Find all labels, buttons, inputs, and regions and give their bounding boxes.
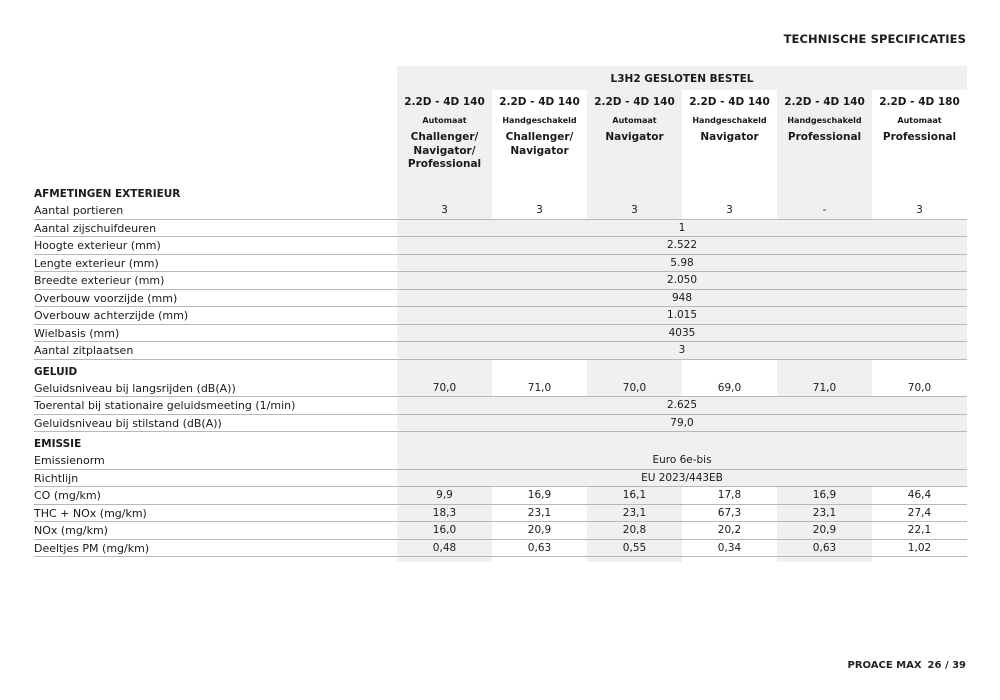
table-row bbox=[34, 202, 967, 220]
row-label: Aantal zijschuifdeuren bbox=[34, 221, 157, 235]
page-number: 26 / 39 bbox=[927, 660, 966, 671]
table-row bbox=[34, 237, 967, 255]
value-cell: 9,9 bbox=[436, 489, 453, 501]
value-cell: 20,9 bbox=[527, 524, 552, 536]
merged-value-cell: EU 2023/443EB bbox=[397, 470, 967, 487]
table-row bbox=[34, 487, 967, 505]
row-label: Overbouw voorzijde (mm) bbox=[34, 291, 178, 305]
merged-value-cell: 4035 bbox=[397, 325, 967, 342]
value-cell: 69,0 bbox=[717, 381, 742, 394]
engine-label: 2.2D - 4D 140 bbox=[499, 96, 580, 108]
table-row bbox=[34, 255, 967, 273]
footer-model: PROACE MAX bbox=[847, 660, 922, 671]
merged-value-cell: 3 bbox=[397, 342, 967, 359]
value-cell: 16,0 bbox=[432, 524, 457, 536]
transmission-label: Automaat bbox=[897, 116, 942, 125]
value-cell: 70,0 bbox=[622, 381, 647, 394]
versions-label: Challenger/ Navigator bbox=[505, 131, 574, 157]
value-cell: 17,8 bbox=[717, 489, 742, 501]
merged-value-cell: 1 bbox=[397, 220, 967, 237]
table-row bbox=[34, 452, 967, 470]
row-label: Wielbasis (mm) bbox=[34, 326, 120, 340]
transmission-label: Handgeschakeld bbox=[502, 116, 577, 125]
engine-label: 2.2D - 4D 140 bbox=[689, 96, 770, 108]
merged-value-cell: Euro 6e-bis bbox=[397, 452, 967, 469]
value-cell: 16,9 bbox=[527, 489, 552, 501]
table-header bbox=[397, 66, 967, 172]
table-row bbox=[34, 290, 967, 308]
merged-value-cell: 2.050 bbox=[397, 272, 967, 289]
value-cell: 70,0 bbox=[907, 381, 932, 394]
value-cell: 3 bbox=[536, 204, 543, 216]
value-cell: 18,3 bbox=[432, 506, 457, 519]
value-cell: - bbox=[822, 204, 827, 216]
row-label: Breedte exterieur (mm) bbox=[34, 274, 165, 287]
value-cell: 0,48 bbox=[432, 541, 457, 554]
transmission-label: Automaat bbox=[612, 116, 657, 125]
value-cell: 22,1 bbox=[907, 524, 932, 536]
engine-label: 2.2D - 4D 140 bbox=[784, 96, 865, 108]
table-row bbox=[34, 522, 967, 540]
table-row bbox=[34, 380, 967, 398]
table-row bbox=[34, 470, 967, 488]
value-cell: 46,4 bbox=[907, 489, 932, 501]
versions-label: Professional bbox=[882, 131, 957, 143]
row-label: Overbouw achterzijde (mm) bbox=[34, 309, 189, 322]
value-cell: 3 bbox=[726, 204, 733, 216]
table-row bbox=[34, 342, 967, 360]
value-cell: 1,02 bbox=[907, 541, 932, 554]
table-row bbox=[34, 220, 967, 238]
value-cell: 20,9 bbox=[812, 524, 837, 536]
column-header bbox=[682, 90, 777, 172]
value-cell: 20,8 bbox=[622, 524, 647, 536]
merged-value-cell: 2.625 bbox=[397, 397, 967, 414]
row-label: Emissienorm bbox=[34, 454, 105, 467]
column-header bbox=[492, 90, 587, 172]
value-cell: 27,4 bbox=[907, 506, 932, 519]
table-row bbox=[34, 397, 967, 415]
section-header bbox=[34, 360, 967, 380]
value-cell: 0,63 bbox=[527, 541, 552, 554]
table-row bbox=[34, 325, 967, 343]
versions-label: Navigator bbox=[700, 131, 759, 143]
merged-value-cell: 2.522 bbox=[397, 237, 967, 254]
value-cell: 0,34 bbox=[717, 541, 742, 554]
section-title: AFMETINGEN EXTERIEUR bbox=[34, 188, 181, 200]
transmission-label: Automaat bbox=[422, 116, 467, 125]
footer bbox=[847, 660, 966, 671]
row-label: Geluidsniveau bij stilstand (dB(A)) bbox=[34, 416, 222, 430]
column-header bbox=[587, 90, 682, 172]
table-row bbox=[34, 272, 967, 290]
table-row bbox=[34, 505, 967, 523]
section-title: GELUID bbox=[34, 365, 78, 378]
group-title: L3H2 GESLOTEN BESTEL bbox=[397, 66, 967, 90]
engine-label: 2.2D - 4D 180 bbox=[879, 96, 960, 108]
column-header bbox=[397, 90, 492, 172]
value-cell: 71,0 bbox=[527, 381, 552, 394]
engine-label: 2.2D - 4D 140 bbox=[594, 96, 675, 108]
value-cell: 16,9 bbox=[812, 489, 837, 501]
value-cell: 67,3 bbox=[717, 506, 742, 519]
row-label: THC + NOx (mg/km) bbox=[34, 506, 147, 520]
value-cell: 0,63 bbox=[812, 541, 837, 554]
transmission-label: Handgeschakeld bbox=[787, 116, 862, 125]
value-cell: 3 bbox=[441, 204, 448, 216]
versions-label: Professional bbox=[787, 131, 862, 143]
table-row bbox=[34, 540, 967, 558]
row-label: Aantal portieren bbox=[34, 204, 124, 217]
value-cell: 23,1 bbox=[812, 506, 837, 519]
row-label: Richtlijn bbox=[34, 471, 79, 485]
row-label: Lengte exterieur (mm) bbox=[34, 256, 159, 270]
column-header bbox=[777, 90, 872, 172]
transmission-label: Handgeschakeld bbox=[692, 116, 767, 125]
section-title: EMISSIE bbox=[34, 438, 82, 450]
row-label: Hoogte exterieur (mm) bbox=[34, 239, 161, 252]
table-row bbox=[34, 307, 967, 325]
row-label: Toerental bij stationaire geluidsmeeting (1/min) bbox=[34, 399, 296, 412]
engine-label: 2.2D - 4D 140 bbox=[404, 96, 485, 108]
row-label: NOx (mg/km) bbox=[34, 524, 108, 537]
row-label: Geluidsniveau bij langsrijden (dB(A)) bbox=[34, 381, 236, 395]
section-header bbox=[34, 432, 967, 452]
versions-label: Challenger/ Navigator/ Professional bbox=[407, 131, 482, 170]
row-label: Aantal zitplaatsen bbox=[34, 344, 134, 357]
row-label: Deeltjes PM (mg/km) bbox=[34, 541, 150, 555]
section-header bbox=[34, 182, 967, 202]
value-cell: 0,55 bbox=[622, 541, 647, 554]
value-cell: 23,1 bbox=[527, 506, 552, 519]
page-title: TECHNISCHE SPECIFICATIES bbox=[783, 32, 966, 46]
value-cell: 71,0 bbox=[812, 381, 837, 394]
column-header bbox=[872, 90, 967, 172]
value-cell: 3 bbox=[916, 204, 923, 216]
versions-label: Navigator bbox=[605, 131, 664, 143]
merged-value-cell: 79,0 bbox=[397, 415, 967, 432]
table-row bbox=[34, 415, 967, 433]
value-cell: 70,0 bbox=[432, 381, 457, 394]
row-label: CO (mg/km) bbox=[34, 489, 101, 502]
merged-value-cell: 5.98 bbox=[397, 255, 967, 272]
value-cell: 16,1 bbox=[622, 489, 647, 501]
merged-value-cell: 948 bbox=[397, 290, 967, 307]
value-cell: 23,1 bbox=[622, 506, 647, 519]
value-cell: 20,2 bbox=[717, 524, 742, 536]
value-cell: 3 bbox=[631, 204, 638, 216]
merged-value-cell: 1.015 bbox=[397, 307, 967, 324]
